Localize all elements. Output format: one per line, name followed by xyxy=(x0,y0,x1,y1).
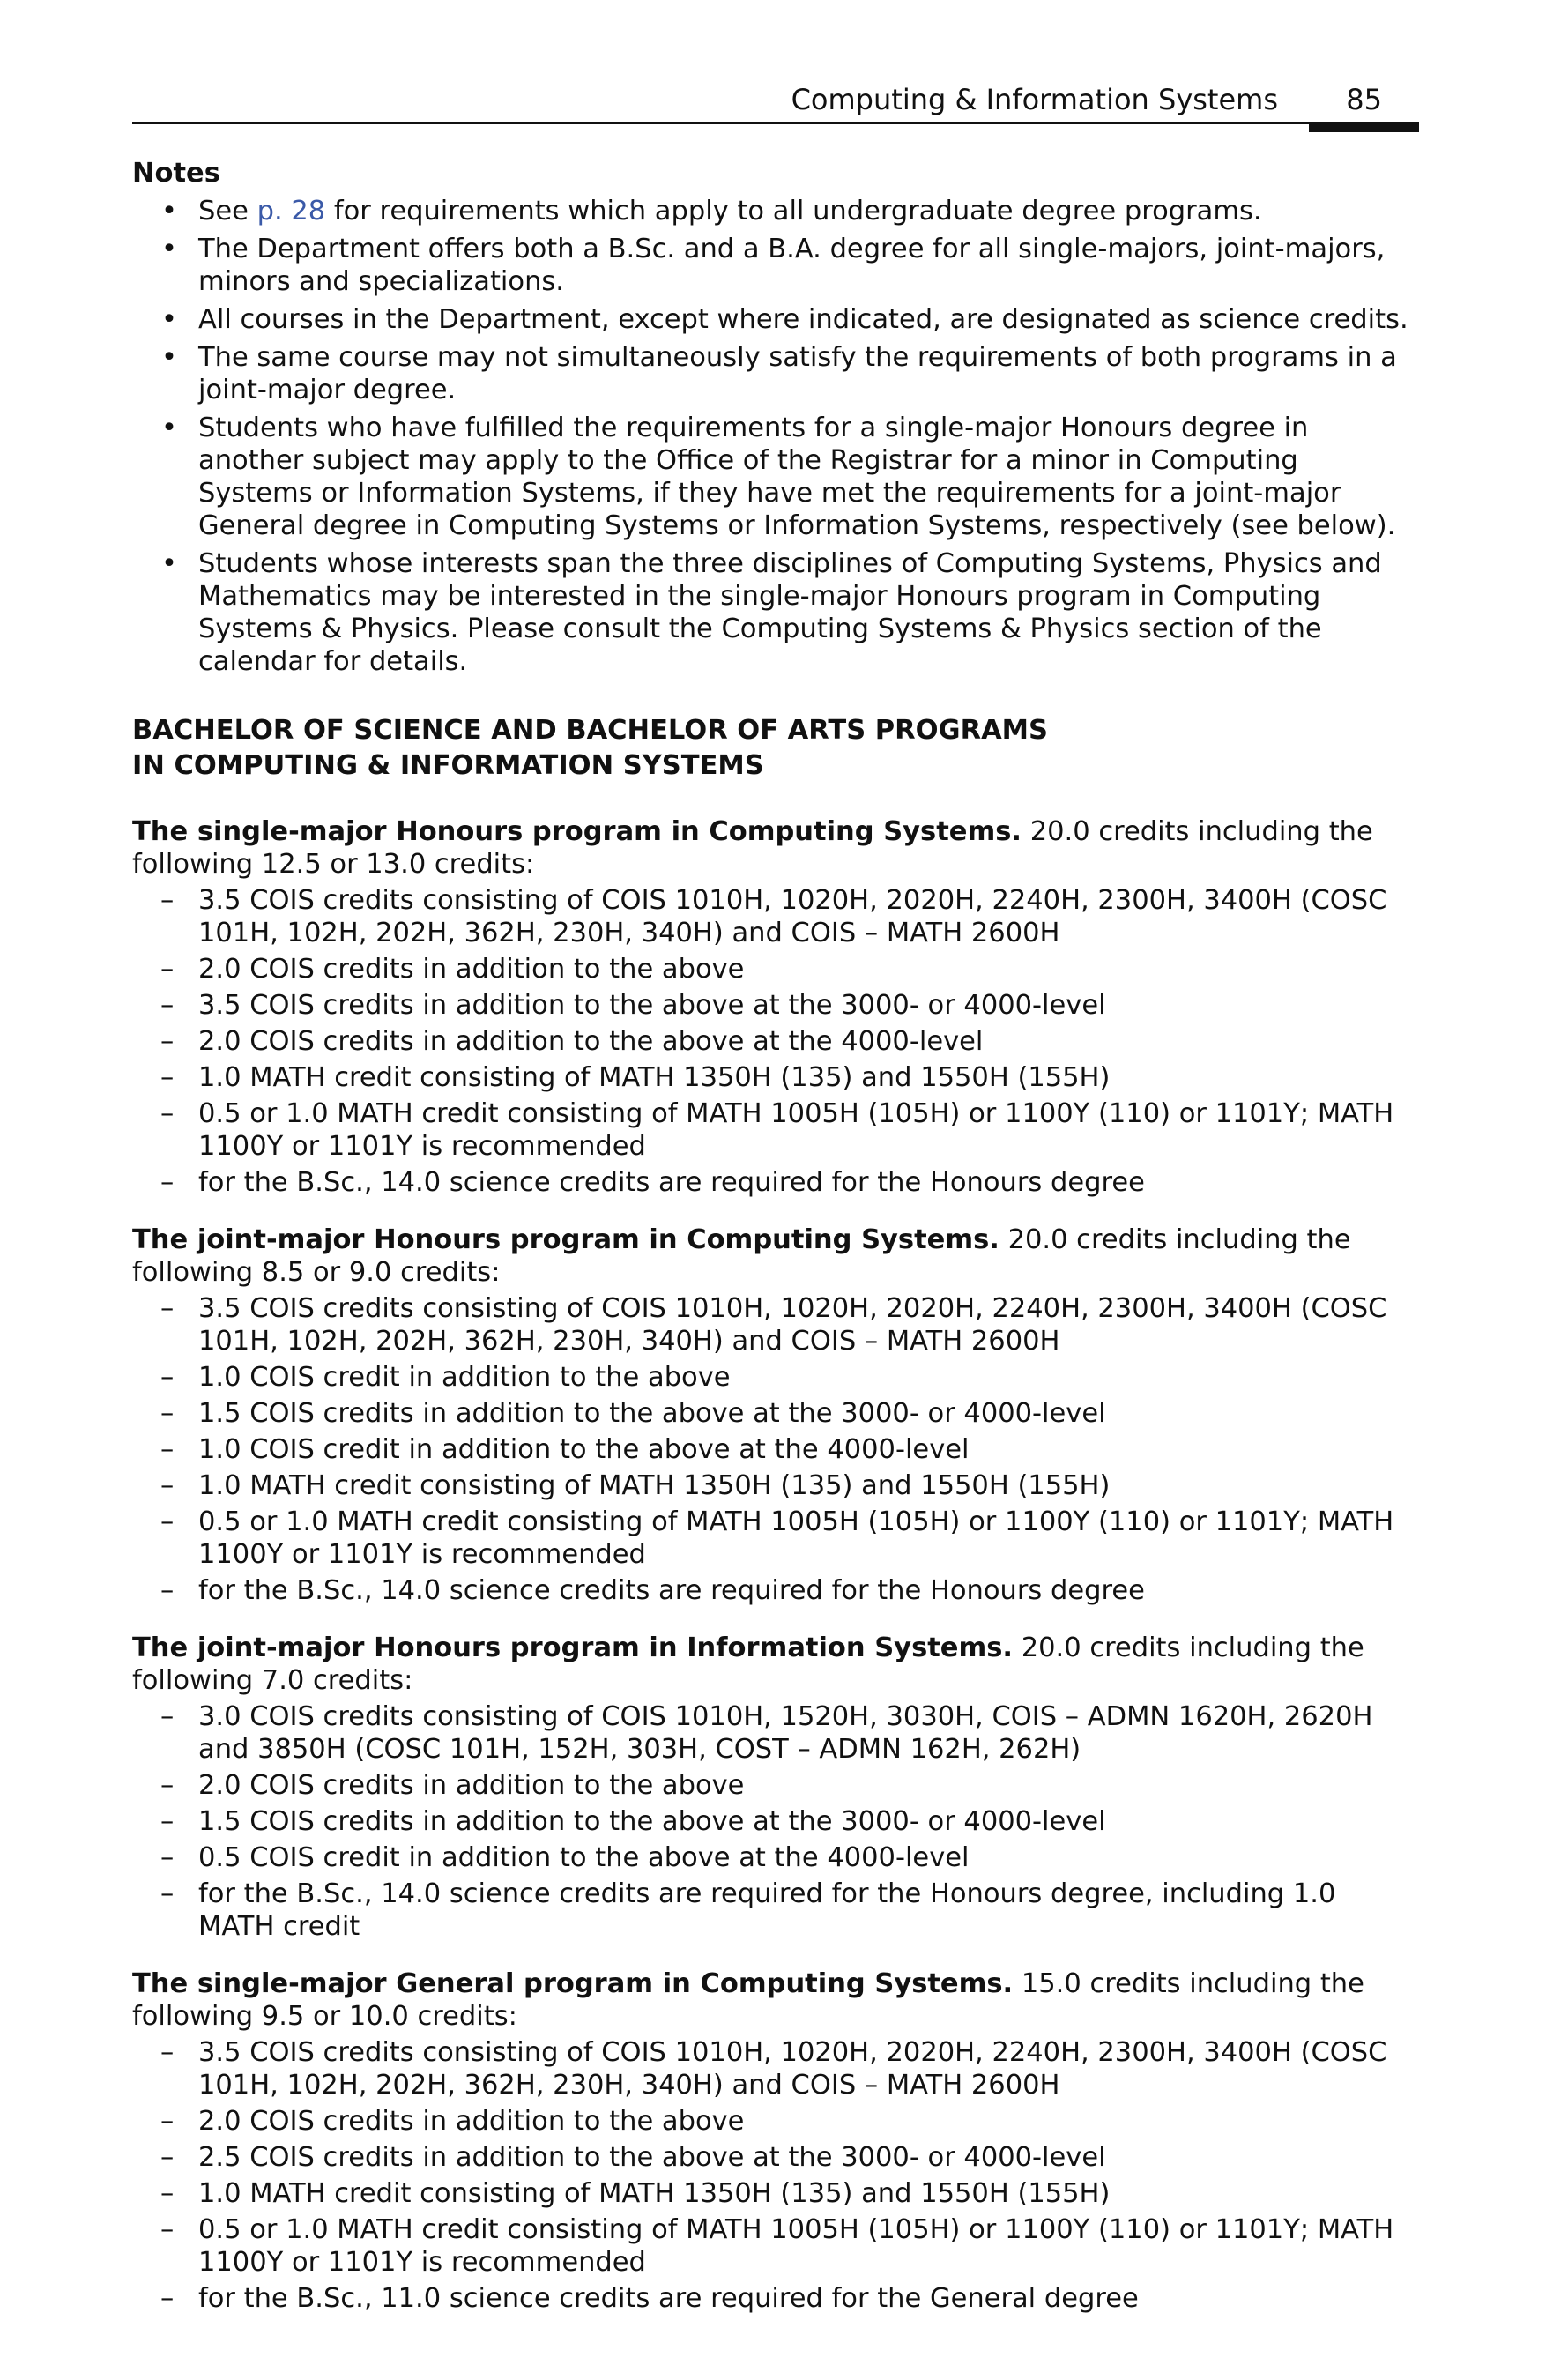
requirement-item: – 1.0 COIS credit in addition to the above at the 4000-level xyxy=(132,1433,1419,1466)
requirement-item: – for the B.Sc., 14.0 science credits are required for the Honours degree xyxy=(132,1574,1419,1607)
section-heading-line: BACHELOR OF SCIENCE AND BACHELOR OF ARTS PROGRAMS xyxy=(132,715,1048,746)
requirement-list xyxy=(132,1700,1419,1943)
notes-item-text: See xyxy=(198,196,257,227)
requirement-item: – 3.5 COIS credits consisting of COIS 1010H, 1020H, 2020H, 2240H, 2300H, 3400H (COSC 101H, 102H, 202H, 362H, 230H, 340H) and COIS – MATH 2600H xyxy=(132,1292,1419,1357)
notes-item: • Students whose interests span the three disciplines of Computing Systems, Physics and Mathematics may be interested in the single-major Honours program in Computing Systems & Physics. Please consult the Computing Systems & Physics section of the calendar for details. xyxy=(132,547,1419,678)
program-summary: 20.0 credits including the following 12.5 or 13.0 credits: xyxy=(132,816,1373,880)
requirement-item: – 0.5 or 1.0 MATH credit consisting of MATH 1005H (105H) or 1100Y (110) or 1101Y; MATH 1100Y or 1101Y is recommended xyxy=(132,1097,1419,1163)
requirement-item: – 0.5 or 1.0 MATH credit consisting of MATH 1005H (105H) or 1100Y (110) or 1101Y; MATH 1100Y or 1101Y is recommended xyxy=(132,1506,1419,1571)
page-header xyxy=(132,78,1419,130)
requirement-item: – 1.0 MATH credit consisting of MATH 1350H (135) and 1550H (155H) xyxy=(132,1469,1419,1502)
program-title: The joint-major Honours program in Information Systems. xyxy=(132,1633,1014,1663)
program-title: The single-major Honours program in Computing Systems. xyxy=(132,816,1022,847)
section-heading xyxy=(132,713,1419,784)
requirement-list xyxy=(132,2036,1419,2315)
program-block xyxy=(132,1967,1419,2315)
requirement-item: – 1.5 COIS credits in addition to the above at the 3000- or 4000-level xyxy=(132,1805,1419,1838)
notes-item: • The same course may not simultaneously satisfy the requirements of both programs in a joint-major degree. xyxy=(132,341,1419,406)
program-title: The joint-major Honours program in Computing Systems. xyxy=(132,1224,999,1255)
program-block xyxy=(132,1632,1419,1943)
requirement-list xyxy=(132,1292,1419,1607)
notes-item: • Students who have fulfilled the requirements for a single-major Honours degree in another subject may apply to the Office of the Registrar for a minor in Computing Systems or Information Systems, if they have met the requirements for a joint-major General degree in Computing Systems or Information Systems, respectively (see below). xyxy=(132,412,1419,542)
page-number: 85 xyxy=(1346,83,1382,116)
program-intro xyxy=(132,1967,1419,2033)
program-intro xyxy=(132,815,1419,881)
requirement-item: – 2.0 COIS credits in addition to the above xyxy=(132,953,1419,985)
program-summary: 20.0 credits including the following 7.0 credits: xyxy=(132,1633,1364,1696)
page-body xyxy=(132,157,1419,2339)
requirement-item: – 3.5 COIS credits consisting of COIS 1010H, 1020H, 2020H, 2240H, 2300H, 3400H (COSC 101H, 102H, 202H, 362H, 230H, 340H) and COIS – MATH 2600H xyxy=(132,884,1419,949)
header-tab-marker xyxy=(1309,122,1419,132)
notes-item-text: for requirements which apply to all undergraduate degree programs. xyxy=(325,196,1262,227)
program-summary: 20.0 credits including the following 8.5 or 9.0 credits: xyxy=(132,1224,1351,1288)
requirement-item: – 3.0 COIS credits consisting of COIS 1010H, 1520H, 3030H, COIS – ADMN 1620H, 2620H and 3850H (COSC 101H, 152H, 303H, COST – ADMN 162H, 262H) xyxy=(132,1700,1419,1766)
section-heading-line: IN COMPUTING & INFORMATION SYSTEMS xyxy=(132,750,764,781)
program-intro xyxy=(132,1223,1419,1289)
requirement-item: – 1.0 MATH credit consisting of MATH 1350H (135) and 1550H (155H) xyxy=(132,1061,1419,1094)
requirement-item: – 2.0 COIS credits in addition to the above xyxy=(132,1769,1419,1802)
program-summary: 15.0 credits including the following 9.5 or 10.0 credits: xyxy=(132,1968,1364,2032)
requirement-item: – 2.0 COIS credits in addition to the above at the 4000-level xyxy=(132,1025,1419,1058)
requirement-item: – 1.0 MATH credit consisting of MATH 1350H (135) and 1550H (155H) xyxy=(132,2177,1419,2210)
requirement-item: – 0.5 COIS credit in addition to the above at the 4000-level xyxy=(132,1841,1419,1874)
program-block xyxy=(132,1223,1419,1607)
requirement-item: – 1.5 COIS credits in addition to the above at the 3000- or 4000-level xyxy=(132,1397,1419,1430)
notes-item: • The Department offers both a B.Sc. and a B.A. degree for all single-majors, joint-majors, minors and specializations. xyxy=(132,233,1419,298)
requirement-item: – for the B.Sc., 14.0 science credits are required for the Honours degree xyxy=(132,1166,1419,1199)
notes-item: • All courses in the Department, except where indicated, are designated as science credits. xyxy=(132,303,1419,336)
program-intro xyxy=(132,1632,1419,1697)
requirement-list xyxy=(132,884,1419,1199)
requirement-item: – 0.5 or 1.0 MATH credit consisting of MATH 1005H (105H) or 1100Y (110) or 1101Y; MATH 1100Y or 1101Y is recommended xyxy=(132,2213,1419,2279)
requirement-item: – for the B.Sc., 11.0 science credits are required for the General degree xyxy=(132,2282,1419,2315)
requirement-item: – 2.0 COIS credits in addition to the above xyxy=(132,2105,1419,2138)
header-rule xyxy=(132,122,1419,124)
notes-item xyxy=(132,195,1419,227)
requirement-item: – 1.0 COIS credit in addition to the above xyxy=(132,1361,1419,1394)
notes-list xyxy=(132,195,1419,678)
requirement-item: – 3.5 COIS credits consisting of COIS 1010H, 1020H, 2020H, 2240H, 2300H, 3400H (COSC 101H, 102H, 202H, 362H, 230H, 340H) and COIS – MATH 2600H xyxy=(132,2036,1419,2101)
running-title: Computing & Information Systems xyxy=(791,83,1278,116)
program-block xyxy=(132,815,1419,1199)
page-link[interactable]: p. 28 xyxy=(256,196,326,227)
program-title: The single-major General program in Computing Systems. xyxy=(132,1968,1014,1999)
notes-heading: Notes xyxy=(132,158,220,189)
requirement-item: – 2.5 COIS credits in addition to the above at the 3000- or 4000-level xyxy=(132,2141,1419,2174)
requirement-item: – for the B.Sc., 14.0 science credits are required for the Honours degree, including 1.0 MATH credit xyxy=(132,1878,1419,1943)
requirement-item: – 3.5 COIS credits in addition to the above at the 3000- or 4000-level xyxy=(132,989,1419,1022)
